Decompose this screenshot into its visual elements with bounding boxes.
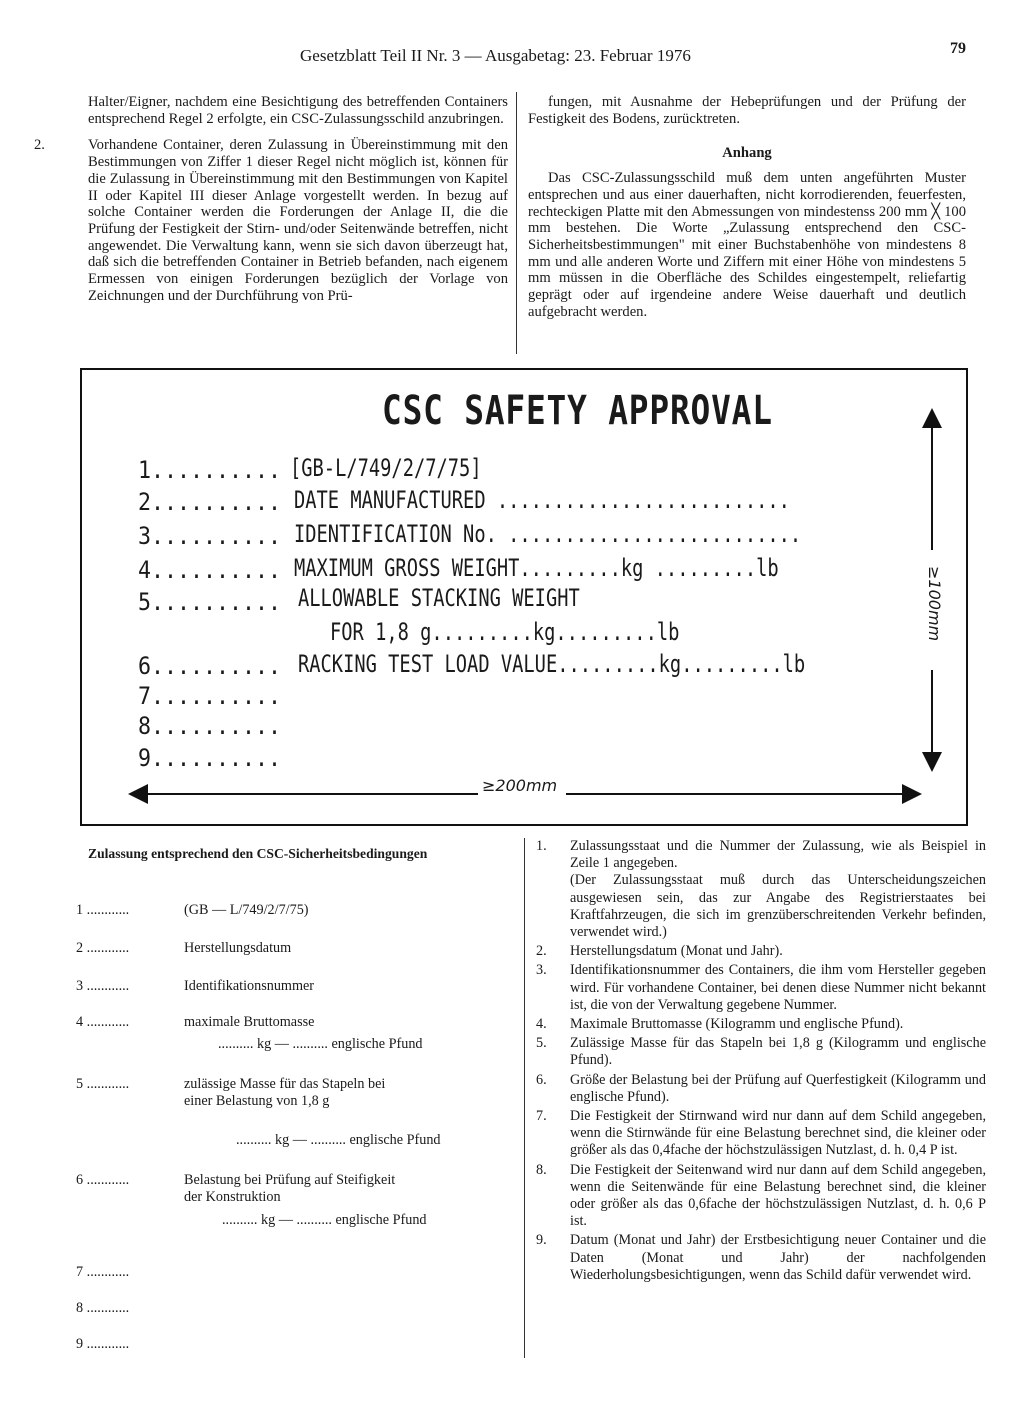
legend-number: 9 ............	[76, 1336, 130, 1352]
dimension-width-label: ≥200mm	[482, 776, 558, 795]
legend-number: 8 ............	[76, 1300, 130, 1316]
plate-line-5b: FOR 1,8 g.........kg.........lb	[330, 618, 680, 646]
note-text: Die Festigkeit der Seitenwand wird nur dann auf dem Schild angegeben, wenn die Seitenwände für eine Belastung berechnet sind, die kleiner oder größer als das 0,6fache der höchstzulässigen Nutzlast, d. h. 0,6 P ist.	[570, 1161, 986, 1230]
note-item	[536, 1161, 986, 1231]
page-header	[300, 40, 966, 70]
legend-unit-line: .......... kg — .......... englische Pfund	[218, 1036, 423, 1052]
note-number: 7.	[536, 1108, 547, 1125]
note-text: Größe der Belastung bei der Prüfung auf Querfestigkeit (Kilogramm und englische Pfund).	[570, 1071, 986, 1105]
left-column	[34, 94, 508, 304]
legend-number: 3 ............	[76, 978, 130, 994]
legend-text: zulässige Masse für das Stapeln bei einer Belastung von 1,8 g	[184, 1076, 386, 1109]
anhang-heading: Anhang	[722, 145, 772, 162]
legend-number: 7 ............	[76, 1264, 130, 1280]
left-continuation: Halter/Eigner, nachdem eine Besichtigung des betreffenden Containers entsprechend Regel 2 erfolgte, ein CSC-Zulassungsschild anzubringen.	[88, 94, 508, 127]
legend-text: maximale Bruttomasse	[184, 1014, 315, 1030]
plate-number-4: 4..........	[138, 556, 282, 584]
note-text: Herstellungsdatum (Monat und Jahr).	[570, 943, 783, 960]
note-number: 5.	[536, 1035, 547, 1052]
note-text: Maximale Bruttomasse (Kilogramm und englische Pfund).	[570, 1016, 904, 1033]
note-item	[536, 1035, 986, 1069]
header-title: Gesetzblatt Teil II Nr. 3 — Ausgabetag: 23. Februar 1976	[300, 46, 691, 65]
plate-number-6: 6..........	[138, 652, 282, 680]
plate-number-1: 1..........	[138, 456, 282, 484]
legend-row-7	[76, 1264, 516, 1284]
plate-number-5: 5..........	[138, 588, 282, 616]
note-item	[536, 1108, 986, 1160]
legend-row-8	[76, 1300, 516, 1320]
legend-number: 4 ............	[76, 1014, 130, 1030]
legend-number: 2 ............	[76, 940, 130, 956]
legend-divider	[524, 838, 525, 1358]
note-item	[536, 838, 986, 941]
plate-title: CSC SAFETY APPROVAL	[382, 388, 773, 434]
plate-line-1: [GB-L/749/2/7/75]	[290, 454, 482, 482]
note-item	[536, 1016, 986, 1033]
legend-title: Zulassung entsprechend den CSC-Sicherheitsbedingungen	[88, 846, 428, 861]
legend-number: 5 ............	[76, 1076, 130, 1092]
legend-number: 1 ............	[76, 902, 130, 918]
legend-unit-line: .......... kg — .......... englische Pfund	[222, 1212, 427, 1228]
plate-number-3: 3..........	[138, 522, 282, 550]
note-text: Zulässige Masse für das Stapeln bei 1,8 g (Kilogramm und englische Pfund).	[570, 1035, 986, 1069]
note-number: 3.	[536, 962, 547, 979]
legend-row-9	[76, 1336, 516, 1356]
plate-line-5: ALLOWABLE STACKING WEIGHT	[298, 584, 580, 612]
plate-line-3: IDENTIFICATION No. ..........................	[294, 520, 802, 548]
note-number: 8.	[536, 1161, 547, 1178]
page-number: 79	[950, 40, 966, 57]
legend-row-6	[76, 1172, 516, 1232]
legend-text: Identifikationsnummer	[184, 978, 315, 994]
csc-plate	[80, 368, 968, 826]
legend-row-1	[76, 902, 516, 922]
legend-row-4	[76, 1014, 516, 1058]
legend-number: 6 ............	[76, 1172, 130, 1188]
dimension-arrows	[82, 370, 970, 828]
legend-row-2	[76, 940, 516, 960]
legend-text: (GB — L/749/2/7/75)	[184, 902, 309, 918]
right-continuation: fungen, mit Ausnahme der Hebeprüfungen und der Prüfung der Festigkeit des Bodens, zurücktreten.	[528, 94, 966, 127]
anhang-text: Das CSC-Zulassungsschild muß dem unten angeführten Muster entsprechen und aus einer dauerhaften, nicht korrodierenden, feuerfesten, rechteckigen Platte mit den Abmessungen von mindestenss 200 mm ╳ 100 mm bestehen. Die Worte „Zulassung entsprechend den CSC-Sicherheitsbestimmungen" mit einer Buchstabenhöhe von mindestens 8 mm und alle anderen Worte und Ziffern mit einer Höhe von mindestens 5 mm müssen in die Oberfläche des Schildes eingestempelt, reliefartig geprägt oder auf irgendeine andere Weise dauerhaft und deutlich aufgebracht werden.	[528, 170, 966, 320]
note-number: 1.	[536, 838, 547, 854]
legend-row-3	[76, 978, 516, 998]
right-column	[528, 94, 966, 320]
rule-item-2	[34, 137, 508, 304]
plate-line-2: DATE MANUFACTURED ..........................	[294, 486, 790, 514]
note-text: Datum (Monat und Jahr) der Erstbesichtigung neuer Container und die Daten (Monat und Jahr) der nachfolgenden Wiederholungsbesichtigungen, wenn das Schild dafür verwendet wird.	[570, 1232, 986, 1283]
note-item	[536, 943, 986, 960]
legend-text: Belastung bei Prüfung auf Steifigkeit der Konstruktion	[184, 1172, 396, 1205]
note-text: Die Festigkeit der Stirnwand wird nur dann auf dem Schild angegeben, wenn die Stirnwände für eine Belastung berechnet sind, die kleiner oder größer als das 0,4fache der höchstzulässigen Nutzlast, d. h. 0,4 P ist.	[570, 1108, 986, 1159]
plate-line-6: RACKING TEST LOAD VALUE.........kg.........lb	[298, 650, 806, 678]
note-number: 6.	[536, 1071, 547, 1088]
note-item	[536, 962, 986, 1014]
plate-number-7: 7..........	[138, 682, 282, 710]
plate-number-8: 8..........	[138, 712, 282, 740]
note-number: 9.	[536, 1232, 547, 1249]
note-extra: (Der Zulassungsstaat muß durch das Unterscheidungszeichen ausgewiesen sein, das zur Angabe des Registrierstaates bei Kraftfahrzeugen, die sich im grenzüberschreitenden Verkehr befinden, verwendet wird.)	[570, 872, 986, 941]
column-divider	[516, 92, 517, 354]
note-text: Zulassungsstaat und die Nummer der Zulassung, wie als Beispiel in Zeile 1 angegeben.	[570, 838, 986, 872]
rule-item-2-number: 2.	[34, 137, 45, 154]
plate-number-2: 2..........	[138, 488, 282, 516]
note-number: 2.	[536, 943, 547, 960]
plate-line-4: MAXIMUM GROSS WEIGHT.........kg .........lb	[294, 554, 779, 582]
plate-number-9: 9..........	[138, 744, 282, 772]
notes-list	[536, 838, 986, 1286]
dimension-height-label: ≥100mm	[925, 566, 944, 642]
rule-item-2-text: Vorhandene Container, deren Zulassung in Übereinstimmung mit den Bestimmungen von Ziffer 1 dieser Regel nicht möglich ist, können für die Zulassung in Übereinstimmung mit den Bestimmungen von Kapitel II oder Kapitel III dieser Anlage vorgestellt werden. In bezug auf solche Container werden die Forderungen der Anlage II, die die Prüfung der Festigkeit der Stirn- und/oder Seitenwände betreffen, nicht angewendet. Die Verwaltung kann, wenn sie sich davon überzeugt hat, daß sich die betreffenden Container in Betrieb befanden, nach eigenem Ermessen von einigen Forderungen bezüglich der Vorlage von Zeichnungen und der Durchführung von Prü-	[88, 137, 508, 304]
legend-unit-line: .......... kg — .......... englische Pfund	[236, 1132, 441, 1148]
note-item	[536, 1071, 986, 1106]
note-number: 4.	[536, 1016, 547, 1033]
note-text: Identifikationsnummer des Containers, die ihm vom Hersteller gegeben wird. Für vorhandene Container, bei denen diese Nummer nicht bekannt ist, die von der Verwaltung gegebene Nummer.	[570, 962, 986, 1013]
note-item	[536, 1232, 986, 1284]
legend-row-5	[76, 1076, 516, 1156]
legend-text: Herstellungsdatum	[184, 940, 292, 956]
